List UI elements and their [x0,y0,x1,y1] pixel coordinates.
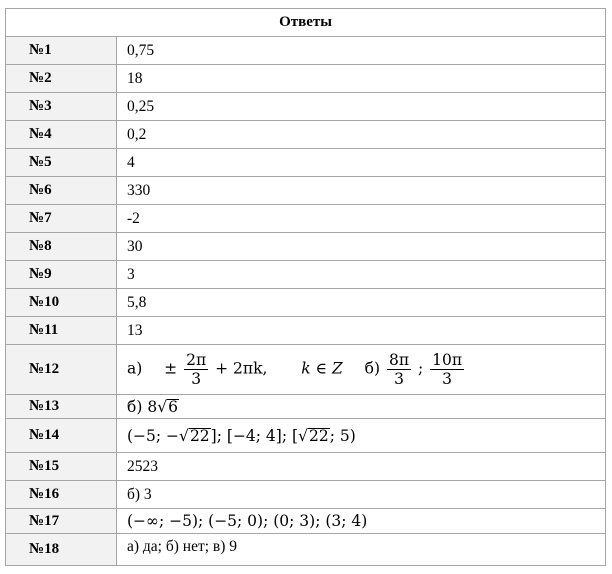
answer-a-tail: + 2πk, [215,359,268,378]
table-row [6,233,606,261]
table-row [6,121,606,149]
interval-1-open: (−5; − [127,426,180,445]
table-row [6,37,606,65]
table-row [6,481,606,509]
table-row [6,261,606,289]
task-number: №2 [6,65,117,93]
task-answer: а) да; б) нет; в) 9 [117,534,606,566]
answers-table [5,8,606,566]
plus-minus: ± [164,359,178,378]
task-number: №15 [6,453,117,481]
interval-3-close: ; 5) [329,426,356,445]
numerator: 10π [432,351,463,369]
task-number: №3 [6,93,117,121]
radicand: 6 [168,397,178,416]
separator: ; [417,359,424,378]
task-number: №18 [6,534,117,566]
task-number: №14 [6,419,117,453]
task-answer: -2 [117,205,606,233]
interval-1-close: ]; [210,426,222,445]
denominator: 3 [394,370,404,388]
task-answer: 4 [117,149,606,177]
task-answer: 0,2 [117,121,606,149]
table-header-row [6,9,606,37]
table-row [6,93,606,121]
task-answer: 2523 [117,453,606,481]
table-row [6,534,606,566]
numerator: 2π [186,351,207,369]
fraction [430,351,464,388]
task-answer [117,395,606,419]
task-answer: 5,8 [117,289,606,317]
task-answer: 13 [117,317,606,345]
task-number: №12 [6,345,117,395]
task-answer: (−∞; −5); (−5; 0); (0; 3); (3; 4) [117,509,606,534]
task-number: №6 [6,177,117,205]
task-answer: 3 [117,261,606,289]
task-answer [117,345,606,395]
denominator: 3 [442,370,453,388]
fraction [184,351,208,388]
table-row [6,419,606,453]
table-row [6,395,606,419]
task-number: №9 [6,261,117,289]
task-answer: 0,75 [117,37,606,65]
table-row [6,149,606,177]
answer-label: б) [127,397,143,416]
task-answer: 330 [117,177,606,205]
task-answer: 18 [117,65,606,93]
interval-3-open: [ [292,426,299,445]
table-title: Ответы [6,9,606,37]
task-number: №7 [6,205,117,233]
task-number: №4 [6,121,117,149]
table-row [6,289,606,317]
task-answer: 0,25 [117,93,606,121]
radicand: 22 [189,426,210,445]
numerator: 8π [388,351,410,369]
sqrt-icon: √ [157,397,168,416]
answer-a-label: а) [127,359,143,378]
denominator: 3 [191,370,202,388]
sqrt-icon: √ [179,426,189,445]
task-answer: 30 [117,233,606,261]
table-row [6,345,606,395]
radicand: 22 [308,426,329,445]
answer-b-label: б) [364,359,381,378]
table-row [6,453,606,481]
table-row [6,65,606,93]
task-number: №13 [6,395,117,419]
coefficient: 8 [147,397,158,416]
task-number: №11 [6,317,117,345]
task-answer [117,419,606,453]
table-row [6,177,606,205]
table-row [6,205,606,233]
task-answer: б) 3 [117,481,606,509]
answer-condition: k ∈ Z [301,359,343,378]
table-row [6,509,606,534]
fraction [387,351,411,388]
task-number: №8 [6,233,117,261]
task-number: №5 [6,149,117,177]
task-number: №10 [6,289,117,317]
task-number: №1 [6,37,117,65]
table-row [6,317,606,345]
sqrt-icon: √ [298,426,308,445]
interval-2: [−4; 4]; [226,426,288,445]
task-number: №16 [6,481,117,509]
task-number: №17 [6,509,117,534]
